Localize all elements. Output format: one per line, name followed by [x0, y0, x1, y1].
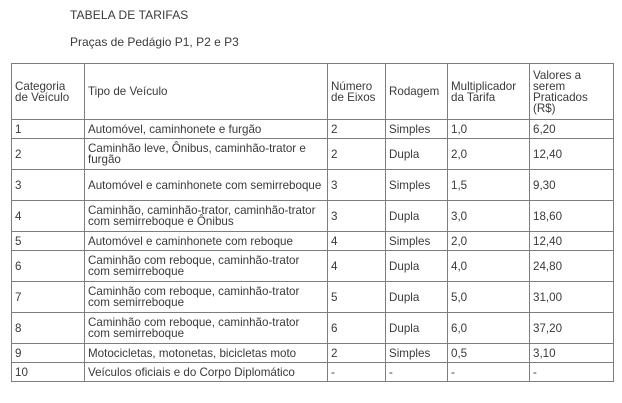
table-row [12, 139, 614, 170]
cell-tipo: Automóvel e caminhonete com reboque [85, 232, 328, 251]
cell-valor: 31,00 [530, 282, 614, 313]
header-tipo: Tipo de Veículo [85, 64, 328, 120]
cell-multiplicador: 2,0 [448, 139, 530, 170]
cell-rodagem: Simples [386, 344, 448, 363]
table-row [12, 313, 614, 344]
cell-valor: 18,60 [530, 201, 614, 232]
cell-categoria: 5 [12, 232, 85, 251]
table-row [12, 120, 614, 139]
cell-multiplicador: 0,5 [448, 344, 530, 363]
cell-categoria: 9 [12, 344, 85, 363]
header-categoria: Categoria de Veículo [12, 64, 85, 120]
cell-multiplicador: 6,0 [448, 313, 530, 344]
cell-rodagem: Dupla [386, 313, 448, 344]
table-row [12, 251, 614, 282]
cell-multiplicador: - [448, 363, 530, 382]
cell-rodagem: Dupla [386, 251, 448, 282]
table-row [12, 201, 614, 232]
cell-categoria: 2 [12, 139, 85, 170]
cell-categoria: 7 [12, 282, 85, 313]
cell-multiplicador: 5,0 [448, 282, 530, 313]
cell-rodagem: Dupla [386, 282, 448, 313]
cell-tipo: Motocicletas, motonetas, bicicletas moto [85, 344, 328, 363]
table-row [12, 282, 614, 313]
cell-tipo: Caminhão com reboque, caminhão-trator com semirreboque [85, 313, 328, 344]
cell-categoria: 4 [12, 201, 85, 232]
table-row [12, 170, 614, 201]
cell-rodagem: Dupla [386, 201, 448, 232]
table-row [12, 232, 614, 251]
table-row [12, 363, 614, 382]
table-row [12, 344, 614, 363]
cell-tipo: Caminhão com reboque, caminhão-trator com semirreboque [85, 251, 328, 282]
cell-rodagem: - [386, 363, 448, 382]
document-subtitle: Praças de Pedágio P1, P2 e P3 [70, 35, 239, 49]
cell-rodagem: Simples [386, 120, 448, 139]
cell-valor: 12,40 [530, 232, 614, 251]
cell-valor: 3,10 [530, 344, 614, 363]
cell-categoria: 8 [12, 313, 85, 344]
cell-rodagem: Simples [386, 232, 448, 251]
tariff-table [11, 63, 614, 382]
cell-multiplicador: 1,0 [448, 120, 530, 139]
cell-eixos: - [328, 363, 386, 382]
cell-eixos: 5 [328, 282, 386, 313]
header-rodagem: Rodagem [386, 64, 448, 120]
cell-categoria: 1 [12, 120, 85, 139]
header-multiplicador: Multiplicador da Tarifa [448, 64, 530, 120]
cell-tipo: Automóvel, caminhonete e furgão [85, 120, 328, 139]
cell-categoria: 6 [12, 251, 85, 282]
cell-multiplicador: 3,0 [448, 201, 530, 232]
cell-tipo: Caminhão, caminhão-trator, caminhão-trator com semirreboque e Ônibus [85, 201, 328, 232]
cell-tipo: Veículos oficiais e do Corpo Diplomático [85, 363, 328, 382]
cell-eixos: 3 [328, 201, 386, 232]
cell-categoria: 10 [12, 363, 85, 382]
cell-valor: 9,30 [530, 170, 614, 201]
cell-valor: 6,20 [530, 120, 614, 139]
cell-valor: 12,40 [530, 139, 614, 170]
cell-multiplicador: 1,5 [448, 170, 530, 201]
cell-rodagem: Simples [386, 170, 448, 201]
cell-tipo: Caminhão com reboque, caminhão-trator com semirreboque [85, 282, 328, 313]
cell-eixos: 2 [328, 139, 386, 170]
cell-tipo: Automóvel e caminhonete com semirreboque [85, 170, 328, 201]
cell-eixos: 3 [328, 170, 386, 201]
cell-eixos: 2 [328, 120, 386, 139]
cell-valor: 24,80 [530, 251, 614, 282]
table-header-row [12, 64, 614, 120]
cell-tipo: Caminhão leve, Ônibus, caminhão-trator e furgão [85, 139, 328, 170]
cell-eixos: 6 [328, 313, 386, 344]
cell-multiplicador: 4,0 [448, 251, 530, 282]
header-valores: Valores a serem Praticados (R$) [530, 64, 614, 120]
cell-eixos: 4 [328, 251, 386, 282]
cell-eixos: 2 [328, 344, 386, 363]
cell-categoria: 3 [12, 170, 85, 201]
cell-valor: 37,20 [530, 313, 614, 344]
header-eixos: Número de Eixos [328, 64, 386, 120]
cell-valor: - [530, 363, 614, 382]
document-title: TABELA DE TARIFAS [70, 8, 189, 22]
cell-rodagem: Dupla [386, 139, 448, 170]
cell-multiplicador: 2,0 [448, 232, 530, 251]
cell-eixos: 4 [328, 232, 386, 251]
